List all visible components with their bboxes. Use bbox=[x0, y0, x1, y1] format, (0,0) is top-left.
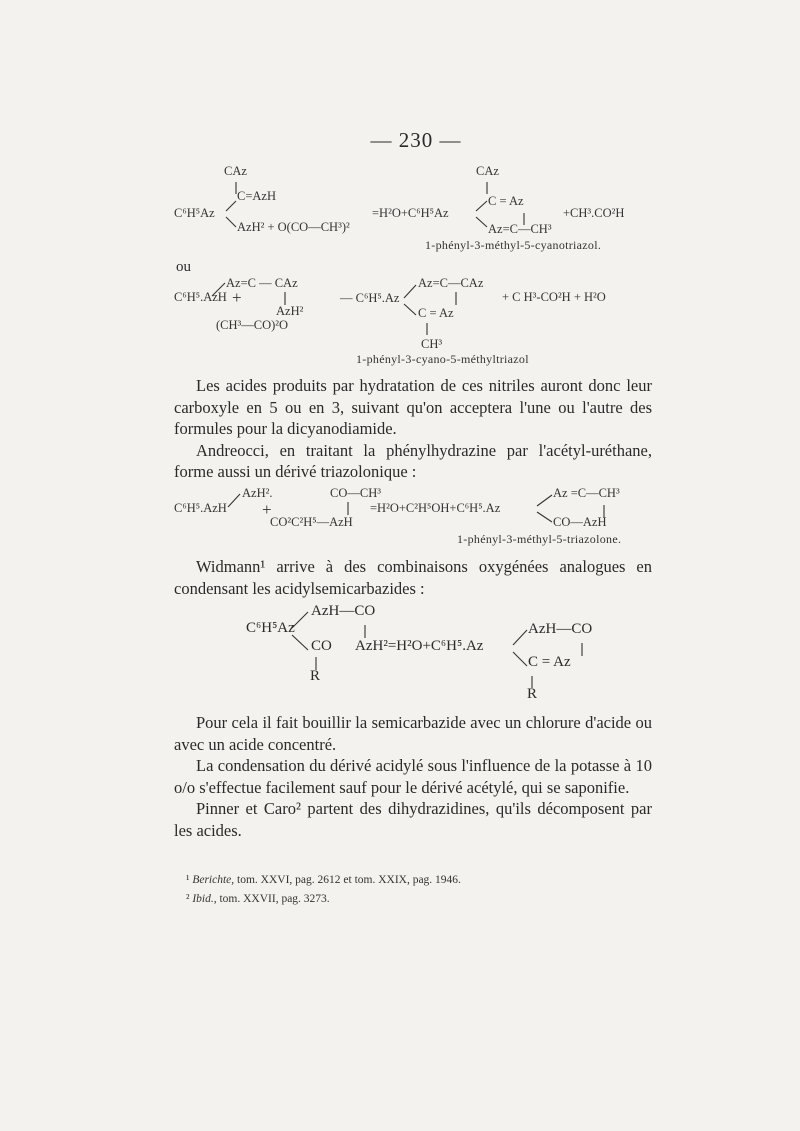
formula-text: + bbox=[232, 288, 242, 307]
formula-text: =H²O+C⁶H⁵Az bbox=[372, 206, 449, 220]
compound-caption: 1-phényl-3-méthyl-5-cyanotriazol. bbox=[425, 238, 602, 252]
formula-text: Az=C — CAz bbox=[226, 276, 298, 290]
connector-word: ou bbox=[176, 259, 191, 275]
formula-text: AzH—CO bbox=[528, 621, 593, 637]
compound-caption: 1-phényl-3-cyano-5-méthyltriazol bbox=[356, 352, 529, 366]
footnote bbox=[186, 874, 461, 886]
paragraph: Andreocci, en traitant la phénylhydrazine par l'acétyl-uréthane, forme aussi un dérivé triazolonique : bbox=[174, 440, 652, 481]
formula-text: + C H³-CO²H + H²O bbox=[502, 290, 606, 304]
formula-text: Az=C—CAz bbox=[418, 276, 484, 290]
bond-line bbox=[513, 652, 527, 666]
bond-line bbox=[476, 217, 487, 227]
text-block bbox=[174, 556, 652, 599]
paragraph: Widmann¹ arrive à des combinaisons oxygénées analogues en condensant les acidylsemicarbazides : bbox=[174, 557, 652, 598]
formula-text: C = Az bbox=[488, 194, 524, 208]
paragraph: La condensation du dérivé acidylé sous l'influence de la potasse à 10 o/o s'effectue facilement sauf pour le dérivé acétylé, qui se saponifie. bbox=[174, 756, 652, 797]
formula-text: CO bbox=[311, 638, 332, 654]
footnote-source: Ibid. bbox=[192, 893, 214, 905]
formula-text: CO—CH³ bbox=[330, 486, 381, 500]
formula-text: AzH² bbox=[276, 304, 304, 318]
bond-line bbox=[228, 494, 240, 507]
formula-text: AzH². bbox=[242, 486, 273, 500]
bond-line bbox=[292, 635, 308, 650]
formula-text: AzH²=H²O+C⁶H⁵.Az bbox=[355, 638, 484, 654]
formula-text: AzH² + O(CO—CH³)² bbox=[237, 220, 350, 234]
footnote-source: Berichte bbox=[192, 874, 232, 886]
formula-text: R bbox=[527, 686, 538, 702]
formula-text: CAz bbox=[476, 164, 499, 178]
formula-text: C⁶H⁵.AzH bbox=[174, 501, 227, 515]
formula-text: C = Az bbox=[528, 654, 571, 670]
formula-text: CO—AzH bbox=[553, 515, 607, 529]
paragraph: Les acides produits par hydratation de ces nitriles auront donc leur carboxyle en 5 ou en 3, suivant qu'on acceptera l'une ou l'autre des formules pour la dicyanodiamide. bbox=[174, 376, 652, 438]
paragraph: Pinner et Caro² partent des dihydrazidines, qu'ils décomposent par les acides. bbox=[174, 799, 652, 840]
formula-text: C=AzH bbox=[237, 189, 276, 203]
bond-line bbox=[513, 630, 527, 645]
formula-text: CAz bbox=[224, 164, 247, 178]
formula-text: C⁶H⁵Az bbox=[174, 206, 215, 220]
text-block bbox=[174, 375, 652, 483]
bond-line bbox=[404, 304, 416, 315]
formula-text: +CH³.CO²H bbox=[563, 206, 625, 220]
footnote-mark: ¹ bbox=[186, 874, 190, 886]
bond-line bbox=[226, 217, 236, 227]
text-block bbox=[174, 712, 652, 841]
compound-caption: 1-phényl-3-méthyl-5-triazolone. bbox=[457, 532, 622, 546]
page-number: — 230 — bbox=[370, 128, 462, 152]
formula-text: — C⁶H⁵.Az bbox=[340, 291, 400, 305]
footnote-mark: ² bbox=[186, 893, 190, 905]
footnote-text: , tom. XXVI, pag. 2612 et tom. XXIX, pag. 1946. bbox=[231, 874, 461, 886]
footnote-text: , tom. XXVII, pag. 3273. bbox=[213, 893, 330, 905]
formula-text: CH³ bbox=[421, 337, 443, 351]
bond-line bbox=[226, 201, 236, 211]
formula-text: Az =C—CH³ bbox=[553, 486, 620, 500]
formula-text: C⁶H⁵.AzH bbox=[174, 290, 227, 304]
formula-text: C = Az bbox=[418, 306, 454, 320]
bond-line bbox=[537, 495, 552, 506]
formula-text: + bbox=[262, 500, 272, 519]
formula-text: C⁶H⁵Az bbox=[246, 620, 295, 636]
paragraph: Pour cela il fait bouillir la semicarbazide avec un chlorure d'acide ou avec un acide concentré. bbox=[174, 713, 652, 754]
formula-text: CO²C²H⁵—AzH bbox=[270, 515, 353, 529]
formula-text: (CH³—CO)²O bbox=[216, 318, 289, 332]
bond-line bbox=[404, 285, 416, 298]
footnote bbox=[186, 893, 330, 905]
bond-line bbox=[476, 201, 487, 211]
formula-text: =H²O+C²H⁵OH+C⁶H⁵.Az bbox=[370, 501, 501, 515]
formula-text: R bbox=[310, 668, 321, 684]
bond-line bbox=[537, 512, 552, 522]
formula-text: Az=C—CH³ bbox=[488, 222, 552, 236]
formula-text: AzH—CO bbox=[311, 603, 376, 619]
